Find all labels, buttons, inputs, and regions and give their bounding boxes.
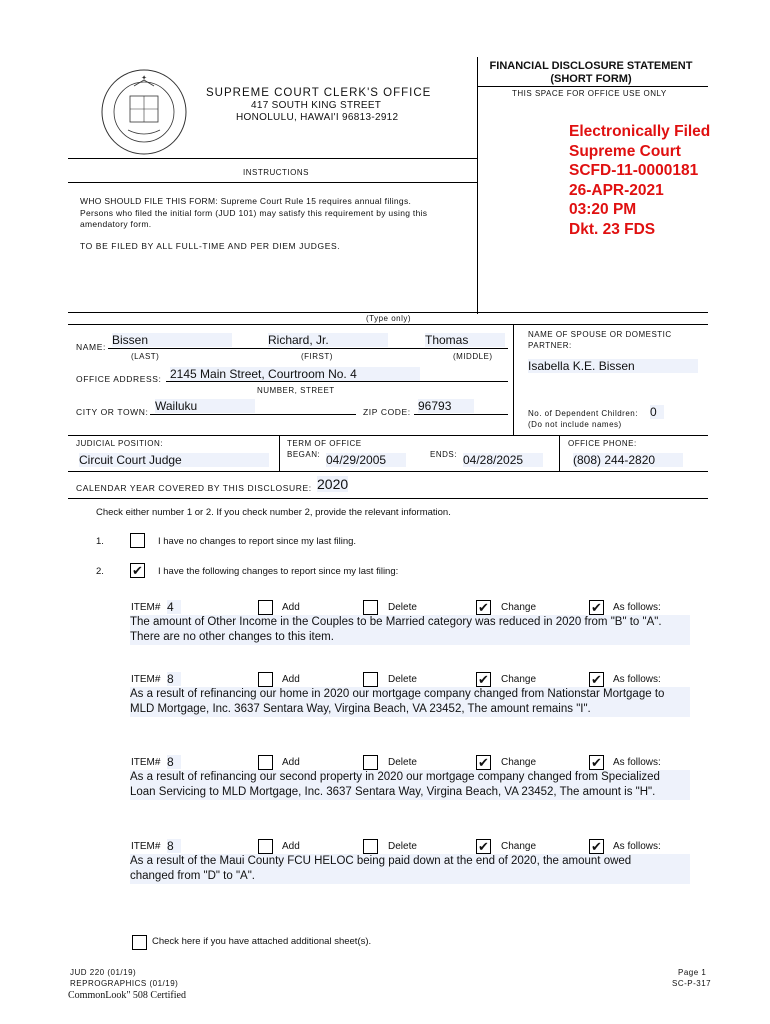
item-delete-checkbox[interactable]: [363, 755, 378, 770]
item-description-line2: changed from "D" to "A".: [130, 870, 255, 882]
zip-field[interactable]: 96793: [418, 399, 474, 413]
number-street-caption: NUMBER, STREET: [257, 386, 335, 395]
item-add-label: Add: [282, 757, 300, 768]
item-as-follows-label: As follows:: [613, 674, 661, 685]
ends-field[interactable]: 04/28/2025: [463, 453, 543, 467]
item-number-field[interactable]: 4: [167, 600, 181, 614]
svg-text:✦: ✦: [141, 74, 147, 82]
item-as-follows-label: As follows:: [613, 602, 661, 613]
position-divider-2: [559, 435, 560, 471]
spouse-label: [528, 329, 672, 351]
city-field[interactable]: Wailuku: [155, 399, 255, 413]
instructions-mid-rule: [68, 182, 478, 183]
electronic-filing-stamp: [569, 122, 710, 239]
stamp-line5: 03:20 PM: [569, 201, 637, 218]
item-change-checkbox[interactable]: ✔: [476, 755, 491, 770]
option2-text: I have the following changes to report since my last filing:: [158, 566, 399, 577]
form-code: JUD 220 (01/19): [70, 968, 137, 977]
item-description[interactable]: [130, 615, 690, 645]
dependents-field[interactable]: 0: [650, 405, 664, 419]
who-line3: amendatory form.: [80, 219, 152, 229]
stamp-line2: Supreme Court: [569, 142, 681, 160]
item-as-follows-label: As follows:: [613, 757, 661, 768]
calendar-bottom-rule: [68, 498, 708, 499]
office-use-label: THIS SPACE FOR OFFICE USE ONLY: [512, 89, 667, 98]
middle-name-field[interactable]: Thomas: [425, 333, 505, 347]
to-be-filed: TO BE FILED BY ALL FULL-TIME AND PER DIEM JUDGES.: [80, 241, 341, 251]
item-add-checkbox[interactable]: [258, 600, 273, 615]
item-delete-label: Delete: [388, 602, 417, 613]
item-description[interactable]: [130, 854, 690, 884]
office-phone-label: OFFICE PHONE:: [568, 439, 637, 448]
stamp-line6: Dkt. 23 FDS: [569, 220, 656, 238]
name-label: NAME:: [76, 342, 106, 352]
item-add-checkbox[interactable]: [258, 839, 273, 854]
who-should-file: [80, 196, 427, 231]
item-label: ITEM#: [131, 674, 161, 685]
item-number-field[interactable]: 8: [167, 839, 181, 853]
form-top-rule: [68, 312, 708, 313]
additional-sheets-checkbox[interactable]: [132, 935, 147, 950]
instructions-heading: INSTRUCTIONS: [243, 168, 309, 177]
last-caption: (LAST): [131, 352, 160, 361]
city-label: CITY OR TOWN:: [76, 407, 149, 417]
type-only-note: (Type only): [366, 314, 412, 323]
item-add-label: Add: [282, 674, 300, 685]
first-name-field[interactable]: Richard, Jr.: [268, 333, 388, 347]
item-number-field[interactable]: 8: [167, 672, 181, 686]
item-as-follows-checkbox[interactable]: ✔: [589, 839, 604, 854]
page-number: Page 1: [678, 968, 707, 977]
certification-note: CommonLook" 508 Certified: [68, 990, 186, 1001]
right-column-divider: [513, 324, 514, 436]
check-instruction: Check either number 1 or 2. If you check number 2, provide the relevant information.: [96, 507, 451, 518]
began-label: BEGAN:: [287, 450, 321, 459]
item-as-follows-checkbox[interactable]: ✔: [589, 600, 604, 615]
who-line2: Persons who filed the initial form (JUD 101) may satisfy this requirement by using this: [80, 207, 428, 218]
position-top-rule: [68, 435, 708, 436]
item-as-follows-checkbox[interactable]: ✔: [589, 755, 604, 770]
item-description-line2: There are no other changes to this item.: [130, 631, 334, 643]
item-description-line1: As a result of the Maui County FCU HELOC being paid down at the end of 2020, the amount owed: [130, 855, 632, 867]
judicial-position-label: JUDICIAL POSITION:: [76, 439, 163, 448]
item-change-label: Change: [501, 841, 537, 852]
term-label: TERM OF OFFICE: [287, 439, 362, 448]
office-address-line1: 417 SOUTH KING STREET: [251, 100, 382, 111]
item-change-label: Change: [501, 602, 537, 613]
option1-number: 1.: [96, 536, 104, 547]
office-address-underline: [166, 381, 508, 382]
calendar-year-field[interactable]: 2020: [317, 476, 349, 492]
option2-checkbox[interactable]: ✔: [130, 563, 145, 578]
form-title-line2: (SHORT FORM): [550, 73, 632, 85]
office-phone-field[interactable]: (808) 244-2820: [573, 453, 683, 467]
reprographics-code: REPROGRAPHICS (01/19): [70, 979, 179, 988]
office-address-label: OFFICE ADDRESS:: [76, 374, 162, 384]
city-underline: [150, 414, 356, 415]
item-change-checkbox[interactable]: ✔: [476, 600, 491, 615]
item-add-label: Add: [282, 841, 300, 852]
began-field[interactable]: 04/29/2005: [326, 453, 406, 467]
item-delete-label: Delete: [388, 757, 417, 768]
stamp-line3: SCFD-11-0000181: [569, 162, 699, 179]
option1-checkbox[interactable]: [130, 533, 145, 548]
item-change-checkbox[interactable]: ✔: [476, 672, 491, 687]
last-name-field[interactable]: Bissen: [112, 333, 232, 347]
spouse-label-line2: PARTNER:: [528, 341, 572, 350]
item-description-line1: The amount of Other Income in the Couples to be Married category was reduced in 2020 from "B" to "A".: [130, 616, 662, 628]
zip-underline: [414, 414, 508, 415]
judicial-position-field[interactable]: Circuit Court Judge: [79, 453, 269, 467]
spouse-name-field[interactable]: Isabella K.E. Bissen: [528, 359, 698, 373]
item-as-follows-label: As follows:: [613, 841, 661, 852]
page-code: SC-P-317: [672, 979, 712, 988]
dependents-label: No. of Dependent Children:: [528, 409, 638, 418]
item-description-line2: Loan Servicing to MLD Mortgage, Inc. 3637 Sentara Way, Virgina Beach, VA 23452, The amount is "H".: [130, 786, 656, 798]
additional-sheets-label: Check here if you have attached additional sheet(s).: [152, 936, 372, 947]
item-add-checkbox[interactable]: [258, 672, 273, 687]
position-divider-1: [279, 435, 280, 471]
item-delete-checkbox[interactable]: [363, 672, 378, 687]
stamp-line1: Electronically Filed: [569, 123, 711, 140]
stamp-line4: 26-APR-2021: [569, 181, 664, 199]
zip-label: ZIP CODE:: [363, 407, 411, 417]
item-add-label: Add: [282, 602, 300, 613]
form-second-rule: [68, 324, 708, 325]
item-as-follows-checkbox[interactable]: ✔: [589, 672, 604, 687]
item-change-label: Change: [501, 674, 537, 685]
item-delete-label: Delete: [388, 674, 417, 685]
ends-label: ENDS:: [430, 450, 457, 459]
item-label: ITEM#: [131, 841, 161, 852]
item-number-field[interactable]: 8: [167, 755, 181, 769]
item-delete-checkbox[interactable]: [363, 839, 378, 854]
item-delete-checkbox[interactable]: [363, 600, 378, 615]
option2-number: 2.: [96, 566, 104, 577]
office-address-field[interactable]: 2145 Main Street, Courtroom No. 4: [170, 367, 420, 381]
option1-text: I have no changes to report since my last filing.: [158, 536, 357, 547]
item-description[interactable]: [130, 770, 690, 800]
form-title-line1: FINANCIAL DISCLOSURE STATEMENT: [489, 60, 693, 72]
item-description-line2: MLD Mortgage, Inc. 3637 Sentara Way, Virgina Beach, VA 23452, The amount remains "I".: [130, 703, 591, 715]
item-change-label: Change: [501, 757, 537, 768]
item-add-checkbox[interactable]: [258, 755, 273, 770]
middle-caption: (MIDDLE): [453, 352, 493, 361]
name-underline: [108, 348, 508, 349]
calendar-year-label: CALENDAR YEAR COVERED BY THIS DISCLOSURE:: [76, 483, 312, 493]
item-delete-label: Delete: [388, 841, 417, 852]
form-title: [474, 60, 708, 86]
item-change-checkbox[interactable]: ✔: [476, 839, 491, 854]
court-seal: [100, 68, 188, 156]
office-address-line2: HONOLULU, HAWAI'I 96813-2912: [236, 112, 399, 123]
office-use-rule: [478, 86, 708, 87]
first-caption: (FIRST): [301, 352, 333, 361]
item-description-line1: As a result of refinancing our second property in 2020 our mortgage company changed from Specialized: [130, 771, 660, 783]
item-label: ITEM#: [131, 757, 161, 768]
office-name: SUPREME COURT CLERK'S OFFICE: [206, 87, 432, 99]
spouse-label-line1: NAME OF SPOUSE OR DOMESTIC: [528, 330, 672, 339]
who-line1: WHO SHOULD FILE THIS FORM: Supreme Court Rule 15 requires annual filings.: [80, 196, 412, 206]
dependents-note: (Do not include names): [528, 420, 622, 429]
item-label: ITEM#: [131, 602, 161, 613]
position-bottom-rule: [68, 471, 708, 472]
instructions-top-rule: [68, 158, 478, 159]
item-description[interactable]: [130, 687, 690, 717]
item-description-line1: As a result of refinancing our home in 2020 our mortgage company changed from Nationstar Mortgage to: [130, 688, 665, 700]
header-divider: [477, 57, 478, 314]
